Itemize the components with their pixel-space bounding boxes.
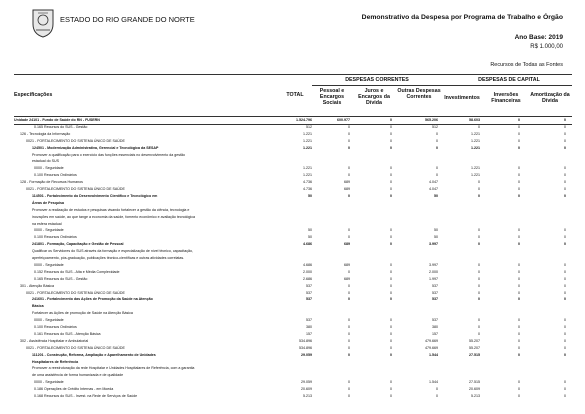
row-value: 537 <box>306 297 312 302</box>
row-value: 0 <box>390 338 392 343</box>
table-row <box>0 366 585 371</box>
row-value: 0 <box>518 166 520 171</box>
row-label: Áreas de Pesquisa <box>32 200 64 205</box>
row-value: 0 <box>518 124 520 129</box>
row-value: 55.207 <box>469 345 480 350</box>
row-value: 4.686 <box>303 242 312 247</box>
row-value: 0 <box>564 394 566 398</box>
row-value: 0 <box>478 276 480 281</box>
table-row <box>0 387 585 392</box>
row-value: 0 <box>390 193 392 198</box>
row-value: 1.221 <box>303 138 312 143</box>
row-value: 0 <box>478 331 480 336</box>
header-bottom-rule <box>14 116 572 117</box>
table-row <box>0 297 585 302</box>
row-value: 0 <box>518 352 520 357</box>
row-value: 0 <box>564 131 566 136</box>
row-value: 157 <box>432 331 438 336</box>
row-value: 380 <box>306 325 312 329</box>
row-value: 0 <box>478 283 480 288</box>
row-value: 0 <box>348 235 350 240</box>
row-value: 0 <box>518 242 520 247</box>
row-value: 4.686 <box>303 262 312 267</box>
row-value: 0 <box>564 138 566 143</box>
state-coat-of-arms-icon <box>30 8 56 38</box>
row-value: 0 <box>518 145 520 150</box>
row-value: 1.221 <box>471 145 480 150</box>
row-value: 3.997 <box>429 242 438 247</box>
table-row <box>0 208 585 213</box>
row-value: 1.221 <box>471 138 480 143</box>
row-label: 0.168 Recursos do SUS - Invest. na Rede de Serviços de Saúde <box>34 394 138 398</box>
table-row <box>0 360 585 365</box>
table-row <box>0 339 585 344</box>
row-value: 537 <box>306 318 312 323</box>
table-row <box>0 346 585 351</box>
group-header-capital: DESPESAS DE CAPITAL <box>478 77 540 83</box>
row-label: 241801 - Formação, Capacitação e Gestão de Pessoal <box>32 242 124 247</box>
row-value: 0 <box>390 242 392 247</box>
row-value: 0 <box>348 394 350 398</box>
table-row <box>0 311 585 316</box>
row-value: 0 <box>348 173 350 178</box>
row-value: 1.544 <box>429 352 438 357</box>
row-value: 0 <box>518 318 520 323</box>
row-value: 0 <box>390 394 392 398</box>
row-value: 29.059 <box>301 352 312 357</box>
table-row <box>0 291 585 296</box>
row-value: 4.047 <box>429 180 438 185</box>
row-label: 0000 - Seguridade <box>34 318 64 323</box>
row-value: 0 <box>390 387 392 392</box>
table-row <box>0 270 585 275</box>
row-value: 1.221 <box>303 145 312 150</box>
row-value: 479.669 <box>425 338 438 343</box>
row-value: 565.206 <box>425 118 438 122</box>
table-row <box>0 277 585 282</box>
row-value: 0 <box>518 235 520 240</box>
table-row <box>0 284 585 289</box>
col-header-other: Outras Despesas Correntes <box>397 88 441 101</box>
row-value: 3.997 <box>429 262 438 267</box>
row-value: 58.603 <box>469 118 480 122</box>
row-value: 0 <box>348 131 350 136</box>
row-value: 1.221 <box>303 131 312 136</box>
row-value: 0 <box>478 269 480 274</box>
row-value: 1.997 <box>429 276 438 281</box>
row-value: 20.609 <box>469 387 480 392</box>
row-label: 0021 - FORTALECIMENTO DO SISTEMA ÚNICO DE SAÚDE <box>26 290 125 295</box>
row-value: 0 <box>348 138 350 143</box>
row-value: 50 <box>308 228 312 233</box>
row-value: 27.515 <box>469 380 480 385</box>
row-label: aperfeiçoamento, pós-graduação, publicações técnico-científicas e outras atividades correlatas. <box>32 256 185 260</box>
row-value: 27.515 <box>469 352 480 357</box>
col-header-investments: Investimentos <box>444 95 480 101</box>
row-value: 0 <box>348 387 350 392</box>
col-header-financial: Inversões Financeiras <box>491 92 521 105</box>
row-value: 0 <box>564 318 566 323</box>
row-label: inovações em saúde, ao que tange a economia da saúde, fomento econômico e avaliação tecnológica <box>32 214 196 219</box>
row-label: estadual do SUS <box>32 159 59 164</box>
row-value: 0 <box>478 318 480 323</box>
row-value: 537 <box>432 297 438 302</box>
row-value: 1.221 <box>471 173 480 178</box>
table-row <box>0 166 585 171</box>
row-value: 0 <box>478 124 480 129</box>
row-value: 0 <box>518 173 520 178</box>
col-header-interest: Juros e Encargos da Dívida <box>358 88 390 107</box>
row-value: 0 <box>564 228 566 233</box>
table-row <box>0 373 585 378</box>
row-value: 0 <box>564 235 566 240</box>
table-row <box>0 263 585 268</box>
row-value: 29.059 <box>301 380 312 385</box>
row-value: 5.213 <box>471 394 480 398</box>
row-value: 2.686 <box>303 276 312 281</box>
row-label: Básica <box>32 304 44 309</box>
row-value: 0 <box>436 394 438 398</box>
row-value: 0 <box>390 180 392 185</box>
row-value: 534.896 <box>299 345 312 350</box>
row-value: 479.669 <box>425 345 438 350</box>
row-value: 0 <box>390 283 392 288</box>
row-value: 0 <box>390 269 392 274</box>
row-value: 0 <box>478 193 480 198</box>
row-label: Fortalecer as Ações de promoção de Saúde na Atenção Básica <box>32 311 133 316</box>
row-value: 0 <box>348 338 350 343</box>
row-value: 0 <box>564 290 566 295</box>
row-label: 128 - Formação de Recursos Humanos <box>20 180 83 185</box>
row-value: 600.977 <box>337 118 350 122</box>
table-row <box>0 256 585 261</box>
table-row <box>0 394 585 399</box>
row-value: 689 <box>344 262 350 267</box>
row-value: 0 <box>348 331 350 336</box>
row-value: 0 <box>348 380 350 385</box>
table-row <box>0 222 585 227</box>
row-value: 0 <box>436 387 438 392</box>
row-label: 301 - Atenção Básica <box>20 283 54 288</box>
row-value: 50 <box>434 228 438 233</box>
table-row <box>0 146 585 151</box>
row-value: 50 <box>434 193 438 198</box>
row-value: 0 <box>390 325 392 329</box>
row-value: 0 <box>478 235 480 240</box>
row-value: 0 <box>390 173 392 178</box>
base-year: Ano Base: 2019 <box>514 34 563 41</box>
row-value: 0 <box>348 283 350 288</box>
row-value: 0 <box>564 338 566 343</box>
row-value: 2.000 <box>303 269 312 274</box>
currency-unit: R$ 1.000,00 <box>530 44 563 50</box>
row-label: 0000 - Seguridade <box>34 380 64 385</box>
row-value: 0 <box>564 297 566 302</box>
row-label: de uma assistência de forma humanizada e de qualidade <box>32 373 124 378</box>
group-underline <box>312 85 572 86</box>
row-value: 0 <box>564 242 566 247</box>
row-value: 0 <box>518 131 520 136</box>
row-value: 0 <box>518 118 520 122</box>
row-value: 0 <box>348 145 350 150</box>
row-value: 0 <box>564 262 566 267</box>
row-value: 0 <box>564 387 566 392</box>
row-value: 4.736 <box>303 187 312 191</box>
row-value: 0 <box>390 352 392 357</box>
row-label: Promover a qualificação para o exercício das funções essenciais no desenvolvimento da gestão <box>32 152 186 157</box>
table-row <box>0 201 585 206</box>
table-row <box>0 380 585 385</box>
row-label: 0000 - Seguridade <box>34 262 64 267</box>
row-value: 0 <box>564 352 566 357</box>
table-row <box>0 304 585 309</box>
row-value: 512 <box>432 124 438 129</box>
row-value: 0 <box>390 318 392 323</box>
row-value: 0 <box>390 331 392 336</box>
row-value: 157 <box>306 331 312 336</box>
row-label: Promover a realização de estudos e pesquisas visando fortalecer a gestão da ciência, tecnologia e <box>32 207 190 212</box>
row-value: 0 <box>348 290 350 295</box>
row-value: 0 <box>518 325 520 329</box>
row-value: 0 <box>478 262 480 267</box>
row-value: 4.736 <box>303 180 312 185</box>
row-value: 537 <box>306 290 312 295</box>
row-value: 0 <box>348 166 350 171</box>
row-value: 0 <box>478 242 480 247</box>
row-value: 0 <box>390 138 392 143</box>
row-label: 0.100 Recursos Ordinários <box>34 325 77 329</box>
row-value: 2.000 <box>429 269 438 274</box>
row-value: 50 <box>308 193 312 198</box>
row-value: 0 <box>518 138 520 143</box>
row-label: 124501 - Modernização Administrativa, Gerencial e Tecnológica da SESAP <box>32 145 159 150</box>
row-value: 0 <box>348 297 350 302</box>
row-value: 537 <box>432 283 438 288</box>
row-value: 380 <box>432 325 438 329</box>
table-row <box>0 242 585 247</box>
row-value: 0 <box>518 297 520 302</box>
row-value: 0 <box>390 262 392 267</box>
table-row <box>0 132 585 137</box>
table-row <box>0 215 585 220</box>
table-row <box>0 180 585 185</box>
row-label: 0021 - FORTALECIMENTO DO SISTEMA ÚNICO DE SAÚDE <box>26 138 125 143</box>
table-row <box>0 318 585 323</box>
row-value: 1.524.796 <box>296 118 312 122</box>
row-label: Hospitalares de Referência <box>32 359 79 364</box>
row-label: Promover a reestruturação da rede Hospitalar e Unidades Hospitalares de Referência, com a garantia <box>32 366 195 371</box>
row-value: 0 <box>564 145 566 150</box>
row-value: 689 <box>344 180 350 185</box>
col-header-personnel: Pessoal e Encargos Sociais <box>319 88 345 107</box>
row-value: 0 <box>564 180 566 185</box>
row-value: 0 <box>390 297 392 302</box>
row-value: 0 <box>348 345 350 350</box>
row-value: 0 <box>348 352 350 357</box>
row-value: 0 <box>390 124 392 129</box>
row-value: 50 <box>434 235 438 240</box>
table-row <box>0 228 585 233</box>
row-value: 0 <box>518 228 520 233</box>
row-label: 0.100 Recursos Ordinários <box>34 235 77 240</box>
row-value: 0 <box>390 380 392 385</box>
row-value: 0 <box>564 345 566 350</box>
row-value: 0 <box>564 380 566 385</box>
row-label: 0021 - FORTALECIMENTO DO SISTEMA ÚNICO DE SAÚDE <box>26 345 125 350</box>
row-value: 689 <box>344 242 350 247</box>
row-value: 0 <box>348 228 350 233</box>
table-row <box>0 125 585 130</box>
row-value: 0 <box>390 166 392 171</box>
row-value: 0 <box>390 187 392 191</box>
table-row <box>0 325 585 330</box>
row-value: 50 <box>308 235 312 240</box>
row-label: 302 - Assistência Hospitalar e Ambulatorial <box>20 338 89 343</box>
row-value: 0 <box>518 276 520 281</box>
row-label: 0000 - Seguridade <box>34 228 64 233</box>
row-value: 0 <box>390 276 392 281</box>
table-row <box>0 187 585 192</box>
row-label: 111201 - Construção, Reforma, Ampliação e Aparelhamento de Unidades <box>32 352 156 357</box>
row-label: 0.186 Operações de Crédito Internas - em Moeda <box>34 387 114 392</box>
table-row <box>0 194 585 199</box>
table-row <box>0 173 585 178</box>
row-value: 1.221 <box>471 131 480 136</box>
row-value: 0 <box>436 166 438 171</box>
header-top-rule <box>14 74 572 75</box>
row-value: 0 <box>478 228 480 233</box>
row-label: Unidade 24101 - Fundo de Saúde do RN - FUSERN <box>14 118 100 122</box>
row-label: 0.152 Recursos do SUS - Alta e Média Complexidade <box>34 269 120 274</box>
row-value: 0 <box>518 269 520 274</box>
row-value: 0 <box>436 131 438 136</box>
funding-source: Recursos de Todas as Fontes <box>490 62 563 68</box>
row-value: 0 <box>564 166 566 171</box>
row-label: 0.165 Recursos do SUS - Gestão <box>34 276 88 281</box>
table-row <box>0 235 585 240</box>
row-label: 241601 - Fortalecimento das Ações de Promoção da Saúde na Atenção <box>32 297 153 302</box>
row-value: 0 <box>436 145 438 150</box>
row-value: 0 <box>390 118 392 122</box>
row-value: 0 <box>518 394 520 398</box>
row-label: 0000 - Seguridade <box>34 166 64 171</box>
row-label: 0.100 Recursos Ordinários <box>34 173 77 178</box>
row-value: 0 <box>478 180 480 185</box>
row-value: 5.213 <box>303 394 312 398</box>
row-value: 0 <box>518 193 520 198</box>
row-value: 0 <box>518 345 520 350</box>
table-row <box>0 118 585 123</box>
row-label: 0.161 Recursos do SUS - Atenção Básica <box>34 331 101 336</box>
report-title: Demonstrativo da Despesa por Programa de Trabalho e Órgão <box>361 14 563 21</box>
col-header-amortization: Amortização da Dívida <box>530 92 570 105</box>
table-row <box>0 353 585 358</box>
row-value: 0 <box>518 187 520 191</box>
row-value: 0 <box>564 124 566 129</box>
row-value: 0 <box>518 338 520 343</box>
row-value: 1.544 <box>429 380 438 385</box>
row-value: 0 <box>518 290 520 295</box>
row-value: 0 <box>478 297 480 302</box>
state-name: ESTADO DO RIO GRANDE DO NORTE <box>60 15 195 24</box>
row-value: 0 <box>436 138 438 143</box>
row-value: 0 <box>564 276 566 281</box>
row-value: 0 <box>518 331 520 336</box>
row-value: 0 <box>478 187 480 191</box>
row-value: 0 <box>564 193 566 198</box>
row-label: 0.165 Recursos do SUS - Gestão <box>34 124 88 129</box>
row-label: 114501 - Fortalecimento do Desenvolvimento Científico e Tecnológico em <box>32 193 158 198</box>
col-header-spec: Especificações <box>14 92 53 98</box>
row-value: 0 <box>564 331 566 336</box>
table-row <box>0 153 585 158</box>
row-value: 0 <box>390 228 392 233</box>
row-value: 0 <box>390 345 392 350</box>
row-value: 537 <box>306 283 312 288</box>
group-header-current: DESPESAS CORRENTES <box>345 77 409 83</box>
row-label: na esfera estadual <box>32 221 62 226</box>
row-value: 537 <box>432 290 438 295</box>
row-value: 20.609 <box>301 387 312 392</box>
row-value: 0 <box>390 235 392 240</box>
row-value: 0 <box>348 325 350 329</box>
row-value: 0 <box>564 187 566 191</box>
row-value: 0 <box>348 318 350 323</box>
row-value: 0 <box>436 173 438 178</box>
row-value: 0 <box>518 180 520 185</box>
row-value: 0 <box>390 131 392 136</box>
row-value: 0 <box>564 118 566 122</box>
table-row <box>0 249 585 254</box>
row-value: 0 <box>564 269 566 274</box>
row-value: 1.221 <box>471 166 480 171</box>
row-value: 0 <box>518 387 520 392</box>
row-value: 1.221 <box>303 166 312 171</box>
row-value: 689 <box>344 276 350 281</box>
row-value: 0 <box>564 173 566 178</box>
row-value: 0 <box>478 325 480 329</box>
row-value: 0 <box>348 269 350 274</box>
row-label: 126 - Tecnologia da Informação <box>20 131 71 136</box>
row-value: 534.896 <box>299 338 312 343</box>
row-value: 0 <box>478 290 480 295</box>
table-row <box>0 159 585 164</box>
row-value: 537 <box>432 318 438 323</box>
col-header-total: TOTAL <box>286 92 304 98</box>
table-row <box>0 332 585 337</box>
row-value: 0 <box>564 283 566 288</box>
row-label: Qualificar os Servidores do SUS através da formação e especialização de nível técnico, capacitação, <box>32 249 194 254</box>
row-value: 689 <box>344 187 350 191</box>
row-value: 0 <box>348 124 350 129</box>
row-value: 0 <box>518 380 520 385</box>
row-label: 0021 - FORTALECIMENTO DO SISTEMA ÚNICO DE SAÚDE <box>26 187 125 191</box>
table-row <box>0 139 585 144</box>
row-value: 0 <box>390 290 392 295</box>
row-value: 512 <box>306 124 312 129</box>
row-value: 4.047 <box>429 187 438 191</box>
row-value: 0 <box>518 283 520 288</box>
row-value: 0 <box>518 262 520 267</box>
row-value: 0 <box>390 145 392 150</box>
row-value: 1.221 <box>303 173 312 178</box>
row-value: 0 <box>348 193 350 198</box>
row-value: 0 <box>564 325 566 329</box>
row-value: 55.207 <box>469 338 480 343</box>
